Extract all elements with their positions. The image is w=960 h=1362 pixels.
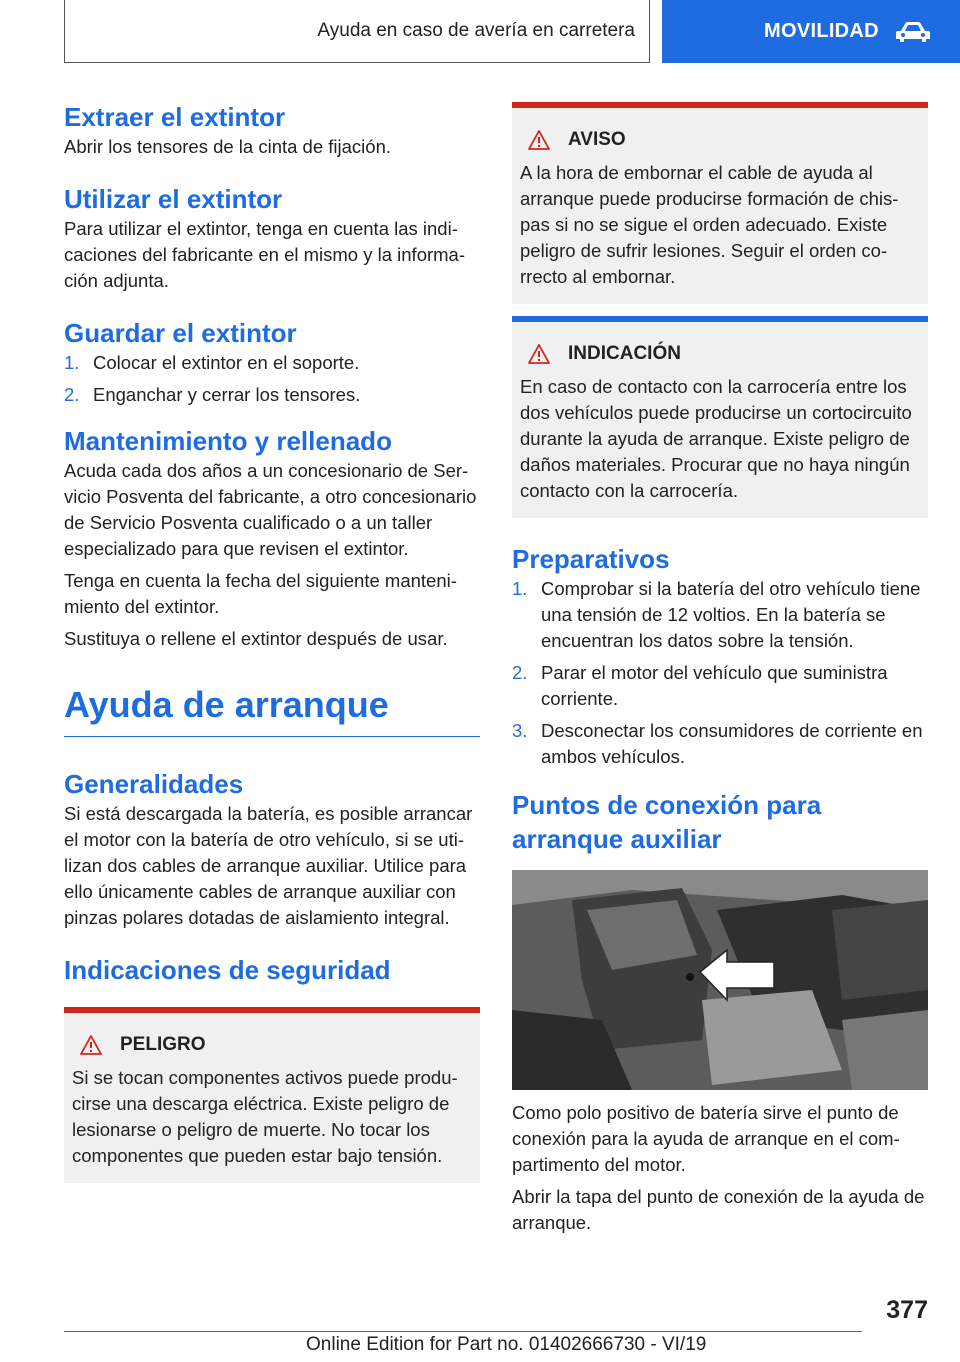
engine-bay-photo bbox=[512, 870, 928, 1090]
section-title: Ayuda en caso de avería en carretera bbox=[317, 20, 635, 41]
running-header bbox=[64, 0, 650, 63]
aviso-title: AVISO bbox=[568, 129, 626, 150]
right-column bbox=[512, 102, 928, 1236]
peligro-title: PELIGRO bbox=[120, 1034, 206, 1055]
aviso-box bbox=[512, 102, 928, 304]
heading-guardar: Guardar el extintor bbox=[64, 318, 297, 348]
aviso-text: A la hora de embornar el cable de ayuda al arranque puede producirse formación de chispas si no se sigue el orden adecuado. Existe peligro de sufrir lesiones. Seguir el orden correcto al embornar. bbox=[520, 162, 899, 287]
page-number: 377 bbox=[886, 1296, 928, 1324]
peligro-box bbox=[64, 1007, 480, 1183]
heading-ayuda-arranque: Ayuda de arranque bbox=[64, 684, 389, 725]
text-mant-1: Acuda cada dos años a un concesionario de Servicio Posventa del fabricante, a otro concesionario de Servicio Posventa cualificado o a un taller especializado para que revisen el extintor. bbox=[64, 460, 477, 559]
text-puntos-2: Abrir la tapa del punto de conexión de la ayuda de arranque. bbox=[512, 1186, 925, 1233]
heading-generalidades: Generalidades bbox=[64, 769, 244, 799]
text-mant-2: Tenga en cuenta la fecha del siguiente mantenimiento del extintor. bbox=[64, 570, 457, 617]
list-item: 1. Colocar el extintor en el soporte. bbox=[64, 352, 360, 373]
heading-extraer: Extraer el extintor bbox=[64, 102, 286, 132]
indicacion-text: En caso de contacto con la carrocería entre los dos vehículos puede producirse un cortocircuito durante la ayuda de arranque. Existe peligro de daños materiales. Procurar que no haya ningún contacto con la carrocería. bbox=[520, 376, 912, 501]
indicacion-box bbox=[512, 316, 928, 518]
guardar-steps bbox=[64, 350, 480, 408]
left-column bbox=[64, 100, 480, 1183]
heading-rule bbox=[64, 736, 480, 737]
chapter-tab[interactable] bbox=[662, 0, 960, 63]
heading-indicaciones: Indicaciones de seguridad bbox=[64, 955, 391, 985]
text-puntos-1: Como polo positivo de batería sirve el punto de conexión para la ayuda de arranque en el compartimento del motor. bbox=[512, 1102, 900, 1175]
heading-puntos: Puntos de conexión para arranque auxiliar bbox=[512, 790, 822, 854]
warning-icon bbox=[528, 344, 550, 364]
footer-rule bbox=[64, 1331, 862, 1332]
text-mant-3: Sustituya o rellene el extintor después de usar. bbox=[64, 628, 448, 649]
text-generalidades: Si está descargada la batería, es posible arrancar el motor con la batería de otro vehículo, si se utilizan dos cables de arranque auxiliar. Utilice para ello únicamente cables de arranque auxiliar con pinzas polares dotadas de aislamiento integral. bbox=[64, 803, 473, 928]
warning-icon bbox=[528, 130, 550, 150]
heading-preparativos: Preparativos bbox=[512, 544, 670, 574]
car-icon bbox=[895, 21, 931, 43]
heading-mantenimiento: Mantenimiento y rellenado bbox=[64, 426, 392, 456]
text-utilizar: Para utilizar el extintor, tenga en cuenta las indicaciones del fabricante en el mismo y la información adjunta. bbox=[64, 218, 466, 291]
edition-text: Online Edition for Part no. 01402666730 - VI/19 bbox=[306, 1334, 707, 1355]
list-item: 3. Desconectar los consumidores de corriente en ambos vehículos. bbox=[512, 720, 923, 767]
warning-icon bbox=[80, 1035, 102, 1055]
indicacion-title: INDICACIÓN bbox=[568, 343, 681, 364]
engine-bay-illustration bbox=[512, 870, 928, 1090]
text-extraer: Abrir los tensores de la cinta de fijación. bbox=[64, 136, 392, 157]
list-item: 2. Enganchar y cerrar los tensores. bbox=[64, 384, 361, 405]
heading-utilizar: Utilizar el extintor bbox=[64, 184, 283, 214]
prep-steps bbox=[512, 576, 928, 770]
chapter-tab-label: MOVILIDAD bbox=[764, 20, 879, 42]
peligro-text: Si se tocan componentes activos puede producirse una descarga eléctrica. Existe peligro de lesionarse o peligro de muerte. No tocar los componentes que pueden estar bajo tensión. bbox=[72, 1067, 458, 1166]
list-item: 2. Parar el motor del vehículo que suministra corriente. bbox=[512, 662, 888, 709]
list-item: 1. Comprobar si la batería del otro vehículo tiene una tensión de 12 voltios. En la batería se encuentran los datos sobre la tensión. bbox=[512, 578, 921, 651]
